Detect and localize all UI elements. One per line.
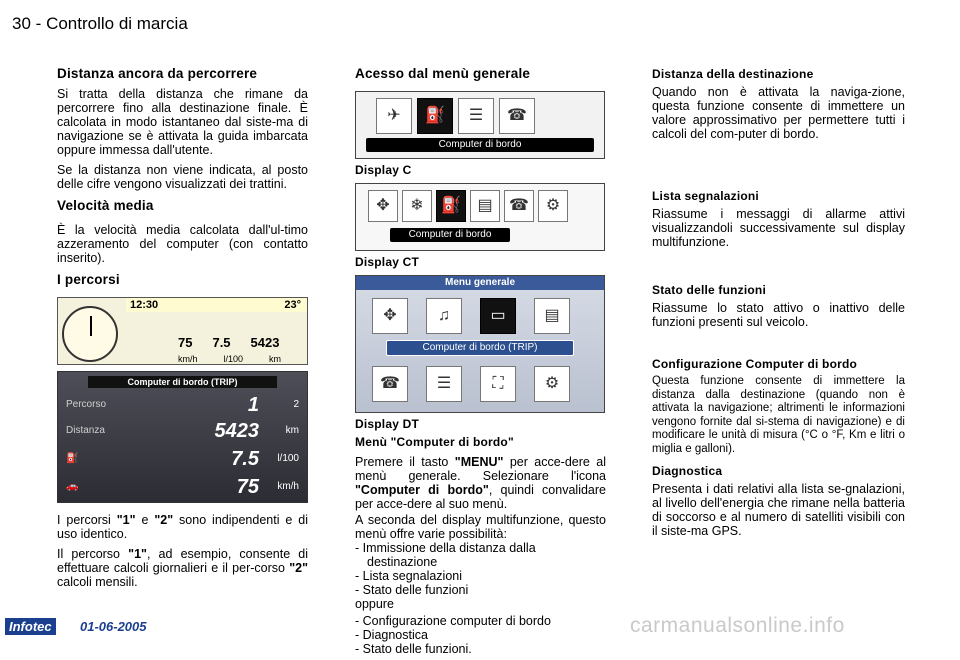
icon-row bbox=[368, 190, 568, 222]
telephone-icon: ☎ bbox=[499, 98, 535, 134]
row-unit: l/100 bbox=[277, 453, 299, 464]
telephone-icon: ☎ bbox=[372, 366, 408, 402]
paragraph: Quando non è attivata la naviga-zione, questa funzione consente di immettere un valore approssimativo per permettere tutti i calcoli del com-puter di bordo. bbox=[652, 85, 905, 141]
trip-row-percorso bbox=[66, 392, 299, 418]
fuel-pump-icon: ⛽ bbox=[66, 453, 79, 464]
text: sono indipendenti e di uso identico. bbox=[57, 513, 308, 541]
display-dt-caption: Display DT bbox=[355, 417, 420, 431]
paragraph: Questa funzione consente di immettere la distanza dalla destinazione (quando non è attivata la navigazione; altrimenti le informazioni vengono fornite dal si-stema di navigazione) e di modificare le unità di misura (°C o °F, Km e litri o miglia e galloni). bbox=[652, 375, 905, 455]
text: I percorsi bbox=[57, 513, 117, 527]
status-strip bbox=[126, 298, 307, 312]
paragraph: Se la distanza non viene indicata, al posto delle cifre vengono visualizzati dei trattini. bbox=[57, 163, 308, 191]
trip-row-distanza bbox=[66, 418, 299, 444]
oppure-text: oppure bbox=[355, 597, 394, 611]
trip-computer-icon: ⛽ bbox=[436, 190, 466, 222]
clock-time: 12:30 bbox=[130, 299, 159, 311]
trip-computer-icon: ▭ bbox=[480, 298, 516, 334]
display-dt-screen bbox=[355, 275, 605, 413]
selected-item-bar: Computer di bordo bbox=[390, 228, 510, 242]
row-value: 75 bbox=[236, 476, 259, 498]
icon-row bbox=[376, 98, 535, 134]
text: Premere il tasto bbox=[355, 455, 455, 469]
option-list-2 bbox=[355, 614, 606, 656]
column-left bbox=[57, 67, 308, 595]
trip-values bbox=[178, 336, 279, 350]
text-bold: "2" bbox=[154, 513, 174, 527]
distance-unit: km bbox=[269, 354, 282, 364]
audio-settings-icon: ☰ bbox=[426, 366, 462, 402]
text: , quindi convalidare per acce-dere al suo menù. bbox=[355, 483, 606, 511]
paragraph: Riassume lo stato attivo o inattivo delle funzioni presenti sul veicolo. bbox=[652, 301, 905, 329]
paragraph: Riassume i messaggi di allarme attivi visualizzandoli successivamente sul display multifunzione. bbox=[652, 207, 905, 249]
analog-clock-icon bbox=[62, 306, 118, 362]
row-value: 1 bbox=[247, 394, 259, 416]
icon-row-bottom bbox=[372, 366, 570, 402]
speed-unit: km/h bbox=[178, 354, 198, 364]
paragraph-menu-access bbox=[355, 455, 606, 511]
consumption-unit: l/100 bbox=[223, 354, 244, 364]
distance-value: 5423 bbox=[250, 335, 280, 350]
paragraph: Presenta i dati relativi alla lista se-gnalazioni, al livello dell'energia che rimane nella batteria di soccorso e al numero di satelliti visibili con il siste-ma GPS. bbox=[652, 482, 905, 538]
section-title-average-speed: Velocità media bbox=[57, 198, 154, 213]
footer-date: 01-06-2005 bbox=[80, 619, 147, 634]
row-unit: km/h bbox=[277, 481, 299, 492]
list-item: - Diagnostica bbox=[355, 628, 428, 642]
display-ct-screen bbox=[355, 183, 605, 251]
selected-item-bar: Computer di bordo bbox=[366, 138, 594, 152]
text-bold: "Computer di bordo" bbox=[355, 483, 489, 497]
trip-display-large bbox=[57, 371, 308, 503]
icon-row-top bbox=[372, 298, 570, 334]
trip-row-consumption bbox=[66, 446, 299, 472]
text: e bbox=[135, 513, 155, 527]
page-number: 30 bbox=[12, 14, 31, 33]
car-icon: 🚗 bbox=[66, 481, 79, 492]
list-item: - Stato delle funzioni bbox=[355, 583, 469, 597]
infotec-logo: Infotec bbox=[5, 618, 56, 635]
text-bold: "1" bbox=[116, 513, 136, 527]
text-bold: "1" bbox=[128, 547, 147, 561]
section-title-trips: I percorsi bbox=[57, 272, 120, 287]
row-unit: km bbox=[285, 425, 299, 436]
telephone-icon: ☎ bbox=[504, 190, 534, 222]
list-item: - Configurazione computer di bordo bbox=[355, 614, 551, 628]
consumption-value: 7.5 bbox=[212, 335, 231, 350]
section-title-distance-remaining: Distanza ancora da percorrere bbox=[57, 66, 258, 81]
navigation-icon: ✈ bbox=[376, 98, 412, 134]
text: Il percorso bbox=[57, 547, 129, 561]
agenda-icon: ▤ bbox=[534, 298, 570, 334]
settings-icon: ⚙ bbox=[534, 366, 570, 402]
paragraph: A seconda del display multifunzione, questo menù offre varie possibilità: bbox=[355, 513, 606, 541]
dt-title-bar: Menu generale bbox=[356, 276, 604, 290]
audio-settings-icon: ☰ bbox=[458, 98, 494, 134]
heading-trip-config: Configurazione Computer di bordo bbox=[652, 357, 858, 371]
row-label: Distanza bbox=[66, 425, 105, 436]
audio-settings-icon: ▤ bbox=[470, 190, 500, 222]
climate-icon: ❄ bbox=[402, 190, 432, 222]
heading-warning-list: Lista segnalazioni bbox=[652, 189, 759, 203]
page-header bbox=[12, 14, 188, 34]
heading-destination-distance: Distanza della destinazione bbox=[652, 67, 814, 81]
option-list-1 bbox=[355, 541, 606, 597]
trip-title: Computer di bordo (TRIP) bbox=[88, 376, 277, 388]
trip-computer-icon: ⛽ bbox=[417, 98, 453, 134]
map-icon: ⛶ bbox=[480, 366, 516, 402]
row-value: 7.5 bbox=[231, 448, 259, 470]
heading-diagnostics: Diagnostica bbox=[652, 464, 723, 478]
navigation-icon: ✥ bbox=[372, 298, 408, 334]
text-bold: "2" bbox=[289, 561, 308, 575]
header-separator: - bbox=[35, 14, 42, 33]
row-unit: 2 bbox=[293, 399, 299, 410]
column-right bbox=[652, 67, 905, 544]
selected-item-bar: Computer di bordo (TRIP) bbox=[386, 340, 574, 356]
page-title: Controllo di marcia bbox=[46, 14, 188, 33]
trip-units bbox=[178, 352, 281, 366]
outside-temp: 23° bbox=[284, 299, 301, 311]
paragraph: Si tratta della distanza che rimane da percorrere fino alla destinazione finale. È calcolata in modo istantaneo dal siste-ma di navigazione se è attivata la guida imbarcata oppure immessa dall'utente. bbox=[57, 87, 308, 157]
display-c-caption: Display C bbox=[355, 163, 412, 177]
list-item: - Immissione della distanza dalla destinazione bbox=[355, 541, 536, 569]
speed-value: 75 bbox=[178, 335, 193, 350]
navigation-icon: ✥ bbox=[368, 190, 398, 222]
text: , ad esempio, consente di effettuare calcoli giornalieri e il per-corso bbox=[57, 547, 308, 575]
display-ct-caption: Display CT bbox=[355, 255, 420, 269]
paragraph-trips-independent bbox=[57, 513, 308, 541]
row-label: Percorso bbox=[66, 399, 107, 410]
text: calcoli mensili. bbox=[57, 575, 138, 589]
menu-title: Menù "Computer di bordo" bbox=[355, 435, 514, 449]
row-value: 5423 bbox=[214, 420, 259, 442]
trip-display-small bbox=[57, 297, 308, 365]
section-title-menu-access: Acesso dal menù generale bbox=[355, 66, 531, 81]
settings-icon: ⚙ bbox=[538, 190, 568, 222]
text-bold: "MENU" bbox=[454, 455, 504, 469]
display-c-screen bbox=[355, 91, 605, 159]
text: per acce-dere al menù generale. Selezionare l'icona bbox=[355, 455, 606, 483]
heading-function-status: Stato delle funzioni bbox=[652, 283, 766, 297]
list-item: - Stato delle funzioni. bbox=[355, 642, 472, 656]
audio-icon: ♫ bbox=[426, 298, 462, 334]
watermark: carmanualsonline.info bbox=[630, 614, 845, 637]
paragraph-trips-example bbox=[57, 547, 308, 589]
paragraph: È la velocità media calcolata dall'ul-timo azzeramento del computer (con contatto inserito). bbox=[57, 223, 308, 265]
column-middle bbox=[355, 67, 606, 660]
trip-row-speed bbox=[66, 474, 299, 500]
list-item: - Lista segnalazioni bbox=[355, 569, 463, 583]
